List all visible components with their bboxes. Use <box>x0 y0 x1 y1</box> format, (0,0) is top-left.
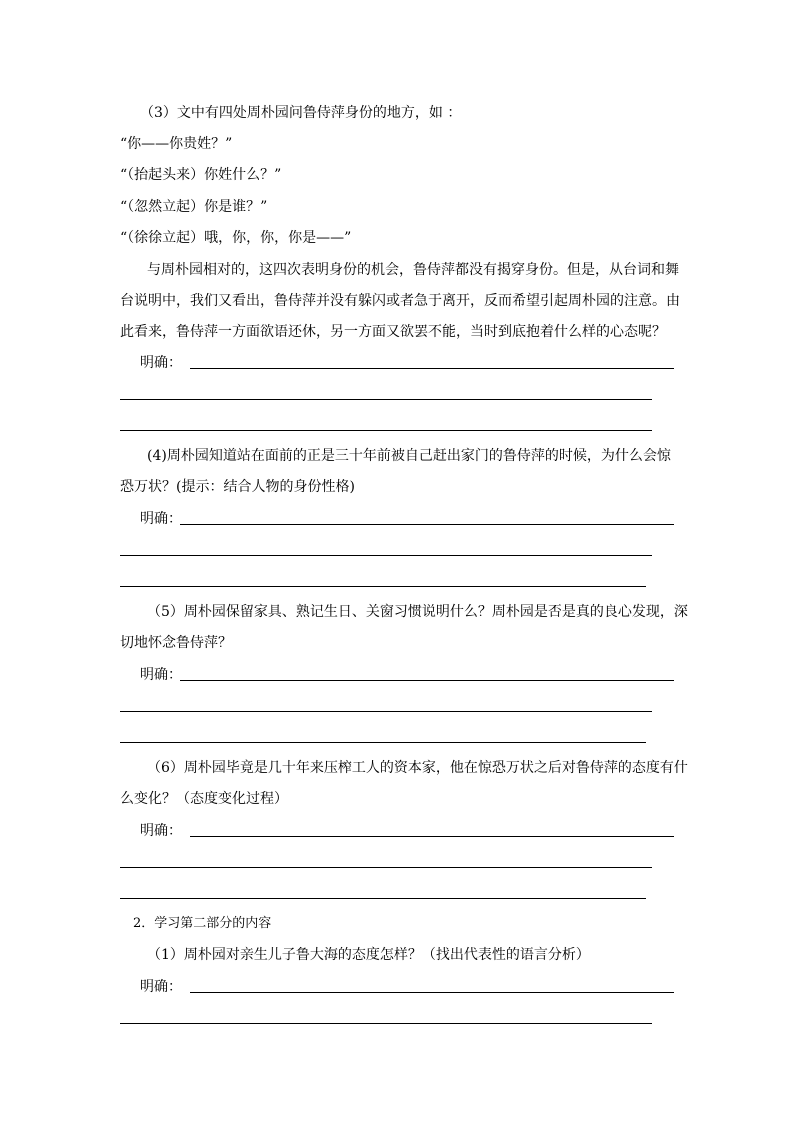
q3-answer-line-3[interactable] <box>120 430 652 431</box>
q5-line-1: （5）周朴园保留家具、熟记生日、关窗习惯说明什么？周朴园是否是真的良心发现，深 <box>147 604 688 620</box>
q3-answer-label: 明确： <box>140 355 182 371</box>
q3-intro: （3）文中有四处周朴园问鲁侍萍身份的地方，如 ： <box>140 105 462 121</box>
section2-heading: 2．学习第二部分的内容 <box>133 916 272 931</box>
section2-q1: （1）周朴园对亲生儿子鲁大海的态度怎样？（找出代表性的语言分析） <box>147 947 590 963</box>
q3-para-line-1: 与周朴园相对的，这四次表明身份的机会，鲁侍萍都没有揭穿身份。但是，从台词和舞 <box>147 262 679 278</box>
q3-quote-4: “（徐徐立起）哦，你，你，你是——” <box>120 230 352 246</box>
q3-answer-line-1[interactable] <box>190 368 674 369</box>
q6-answer-line-1[interactable] <box>190 836 674 837</box>
section2-answer-line-1[interactable] <box>190 992 674 993</box>
q5-answer-line-3[interactable] <box>120 742 646 743</box>
q6-answer-line-3[interactable] <box>120 898 646 899</box>
q6-answer-line-2[interactable] <box>120 867 652 868</box>
q3-para-line-2: 台说明中，我们又看出，鲁侍萍并没有躲闪或者急于离开，反而希望引起周朴园的注意。由 <box>120 293 680 309</box>
q5-line-2: 切地怀念鲁侍萍？ <box>120 635 232 651</box>
q4-line-2: 恐万状？(提示：结合人物的身份性格) <box>120 479 355 495</box>
q4-answer-line-2[interactable] <box>120 555 652 556</box>
q6-line-1: （6）周朴园毕竟是几十年来压榨工人的资本家，他在惊恐万状之后对鲁侍萍的态度有什 <box>147 760 688 776</box>
q4-answer-line-3[interactable] <box>120 586 646 587</box>
q3-answer-line-2[interactable] <box>120 399 652 400</box>
section2-answer-line-2[interactable] <box>120 1023 652 1024</box>
q3-quote-3: “（忽然立起）你是谁？” <box>120 199 268 215</box>
q5-answer-line-2[interactable] <box>120 711 652 712</box>
q5-answer-label: 明确： <box>140 667 182 683</box>
q4-line-1: (4)周朴园知道站在面前的正是三十年前被自己赶出家门的鲁侍萍的时候，为什么会惊 <box>147 448 671 464</box>
q3-quote-1: “你——你贵姓？” <box>120 136 233 152</box>
q4-answer-line-1[interactable] <box>180 524 674 525</box>
q3-para-line-3: 此看来，鲁侍萍一方面欲语还休，另一方面又欲罢不能，当时到底抱着什么样的心态呢？ <box>120 324 666 340</box>
q3-quote-2: “（抬起头来）你姓什么？” <box>120 167 282 183</box>
section2-answer-label: 明确： <box>140 979 182 995</box>
q6-line-2: 么变化？（态度变化过程） <box>120 791 288 807</box>
q5-answer-line-1[interactable] <box>180 680 674 681</box>
q6-answer-label: 明确： <box>140 823 182 839</box>
q4-answer-label: 明确： <box>140 511 182 527</box>
